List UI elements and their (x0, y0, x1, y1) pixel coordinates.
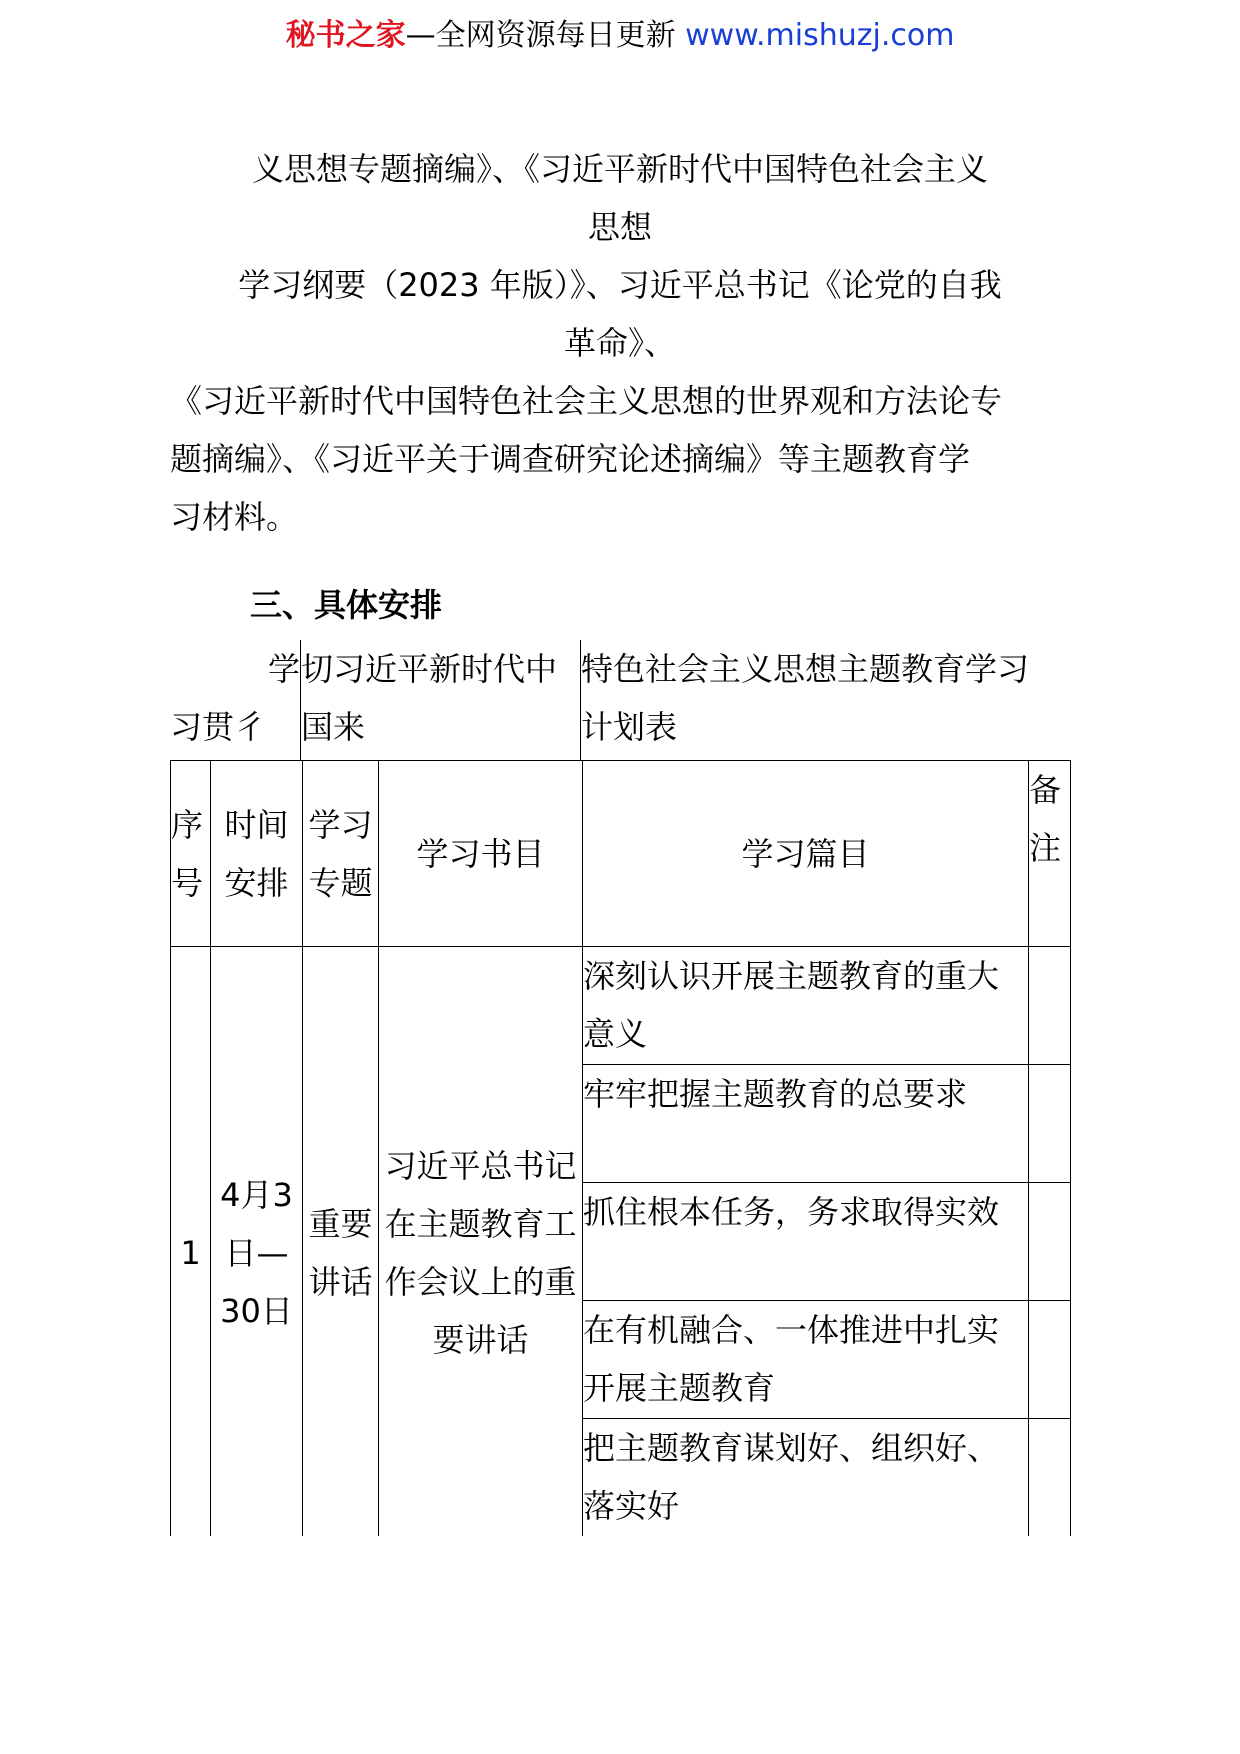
caption-part1-line1: 学 (267, 650, 300, 688)
caption-part3-line2: 计划表 (581, 708, 678, 746)
chapter-cell: 抓住根本任务，务求取得实效 (583, 1183, 1029, 1301)
note-cell (1029, 1301, 1071, 1419)
body-line-2: 思想 (587, 208, 652, 246)
site-tagline: —全网资源每日更新 (405, 18, 676, 53)
table-header-row (171, 761, 1071, 947)
note-cell (1029, 947, 1071, 1065)
site-header (0, 14, 1240, 58)
row-seq: 1 (171, 947, 211, 1559)
note-cell (1029, 1183, 1071, 1301)
caption-part3-line1: 特色社会主义思想主题教育学习 (581, 650, 1030, 688)
section-heading: 三、具体安排 (250, 586, 443, 624)
table-caption-part2 (300, 640, 581, 760)
chapter-cell: 深刻认识开展主题教育的重大意义 (583, 947, 1029, 1065)
caption-part2-line1: 切习近平新时代中 (301, 650, 558, 688)
site-brand: 秘书之家 (285, 18, 406, 53)
caption-part2-line2: 国来 (301, 708, 366, 746)
row-topic: 重要讲话 (303, 947, 379, 1559)
header-chapter: 学习篇目 (583, 761, 1029, 947)
chapter-cell: 牢牢把握主题教育的总要求 (583, 1065, 1029, 1183)
caption-part1-line2: 习贯彳 (170, 708, 267, 746)
body-line-1: 义思想专题摘编》、《习近平新时代中国特色社会主义 (251, 150, 988, 188)
body-line-4: 革命》、 (563, 324, 676, 362)
table-row (171, 947, 1071, 1065)
table-caption-part1 (170, 640, 300, 760)
body-line-7: 习材料。 (170, 498, 299, 536)
body-line-5: 《习近平新时代中国特色社会主义思想的世界观和方法论专 (170, 382, 1003, 420)
body-line-3: 学习纲要（2023 年版）》、习近平总书记《论党的自我 (238, 266, 1002, 304)
table-caption-part3 (580, 640, 1071, 760)
study-plan-table (170, 760, 1071, 1559)
chapter-cell: 把主题教育谋划好、组织好、落实好 (583, 1419, 1029, 1559)
page-bottom-whitespace (0, 1536, 1240, 1754)
header-time: 时间安排 (211, 761, 303, 947)
row-time: 4月3日—30日 (211, 947, 303, 1559)
note-cell (1029, 1065, 1071, 1183)
row-book: 习近平总书记在主题教育工作会议上的重要讲话 (379, 947, 583, 1559)
header-topic: 学习专题 (303, 761, 379, 947)
header-book: 学习书目 (379, 761, 583, 947)
header-seq: 序号 (171, 761, 211, 947)
header-note: 备注 (1029, 761, 1071, 947)
chapter-cell: 在有机融合、一体推进中扎实开展主题教育 (583, 1301, 1029, 1419)
body-line-6: 题摘编》、《习近平关于调查研究论述摘编》等主题教育学 (170, 440, 971, 478)
site-url[interactable]: www.mishuzj.com (685, 18, 955, 53)
